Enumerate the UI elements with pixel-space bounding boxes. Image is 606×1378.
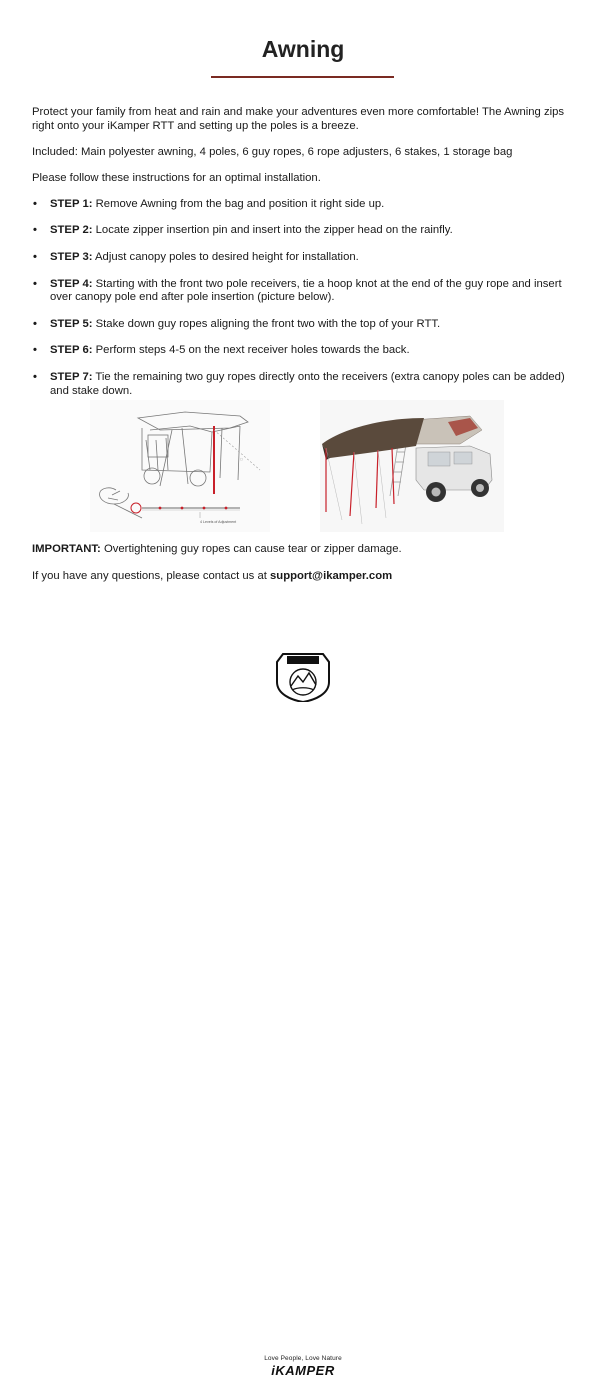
step-6 bbox=[32, 344, 580, 358]
ikamper-logo bbox=[243, 652, 363, 1378]
page-title: Awning bbox=[261, 36, 345, 62]
important-text: Overtightening guy ropes can cause tear or zipper damage. bbox=[100, 543, 402, 555]
step-text: Locate zipper insertion pin and insert into the zipper head on the rainfly. bbox=[92, 224, 453, 237]
step-text: Starting with the front two pole receivers, tie a hoop knot at the end of the guy rope and insert over canopy pole end after pole insertion (picture below). bbox=[50, 277, 562, 304]
step-2 bbox=[32, 224, 580, 238]
bullet-icon: • bbox=[33, 224, 37, 237]
step-text: Perform steps 4-5 on the next receiver holes towards the back. bbox=[92, 344, 410, 357]
bullet-icon: • bbox=[33, 277, 37, 290]
bullet-icon: • bbox=[33, 344, 37, 357]
step-3 bbox=[32, 251, 580, 265]
footer-notes bbox=[32, 543, 580, 597]
svg-text:▢: ▢ bbox=[240, 457, 243, 461]
instructions-intro: Please follow these instructions for an optimal installation. bbox=[32, 171, 321, 184]
important-label: IMPORTANT: bbox=[32, 543, 101, 555]
intro-paragraph: Protect your family from heat and rain and make your adventures even more comfortable! The Awning zips right onto your iKamper RTT and setting up the poles is a breeze. bbox=[32, 106, 565, 132]
step-5 bbox=[32, 318, 580, 332]
contact-line bbox=[32, 570, 580, 584]
logo-tagline: Love People, Love Nature bbox=[264, 1355, 342, 1362]
step-7 bbox=[32, 371, 580, 398]
step-text: Stake down guy ropes aligning the front two with the top of your RTT. bbox=[92, 317, 441, 330]
installation-figures bbox=[0, 400, 606, 532]
title-underline bbox=[211, 76, 394, 78]
step-text: Adjust canopy poles to desired height for installation. bbox=[92, 251, 359, 264]
pole-installation-diagram bbox=[90, 400, 270, 532]
step-label: STEP 2: bbox=[50, 224, 93, 237]
bullet-icon: • bbox=[33, 197, 37, 210]
step-label: STEP 5: bbox=[50, 317, 93, 330]
bullet-icon: • bbox=[33, 251, 37, 264]
step-label: STEP 1: bbox=[50, 197, 93, 210]
step-text: Remove Awning from the bag and position it right side up. bbox=[92, 197, 385, 210]
step-4 bbox=[32, 278, 580, 305]
pole-adjustment-caption: 4 Levels of Adjustment bbox=[200, 520, 237, 524]
included-paragraph: Included: Main polyester awning, 4 poles, 6 guy ropes, 6 rope adjusters, 6 stakes, 1 storage bag bbox=[32, 145, 513, 158]
contact-text: If you have any questions, please contact us at bbox=[32, 570, 271, 583]
bullet-icon: • bbox=[33, 317, 37, 330]
support-email-link[interactable]: support@ikamper.com bbox=[270, 570, 393, 583]
mountain-badge-icon bbox=[243, 652, 363, 702]
bullet-icon: • bbox=[33, 371, 37, 384]
step-label: STEP 4: bbox=[50, 277, 93, 290]
important-note bbox=[32, 543, 580, 557]
step-1 bbox=[32, 198, 580, 212]
instructions-body bbox=[32, 106, 580, 411]
steps-list bbox=[32, 198, 580, 398]
step-label: STEP 6: bbox=[50, 344, 93, 357]
step-label: STEP 3: bbox=[50, 251, 93, 264]
logo-brand-name: iKAMPER bbox=[271, 1363, 335, 1378]
step-label: STEP 7: bbox=[50, 371, 93, 384]
installed-awning-image bbox=[320, 400, 504, 532]
step-text: Tie the remaining two guy ropes directly onto the receivers (extra canopy poles can be added) and stake down. bbox=[50, 371, 565, 397]
